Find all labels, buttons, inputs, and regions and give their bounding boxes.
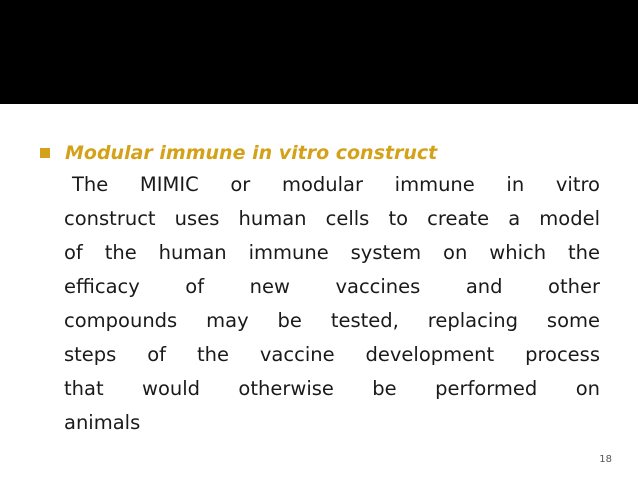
body-line: efficacy of new vaccines and other <box>64 275 600 298</box>
body-line: steps of the vaccine development process <box>64 343 600 366</box>
title-band <box>0 0 638 104</box>
body-line: compounds may be tested, replacing some <box>64 309 600 332</box>
body-line: of the human immune system on which the <box>64 241 600 264</box>
bullet-item <box>40 138 610 168</box>
body-paragraph <box>64 168 600 440</box>
body-line: animals <box>64 411 141 434</box>
bullet-heading: Modular immune in vitro construct <box>65 142 438 164</box>
body-line: that would otherwise be performed on <box>64 377 600 400</box>
body-line: The MIMIC or modular immune in vitro <box>72 173 600 196</box>
body-line: construct uses human cells to create a model <box>64 207 600 230</box>
page-number: 18 <box>599 454 612 465</box>
square-bullet-icon <box>40 148 50 158</box>
